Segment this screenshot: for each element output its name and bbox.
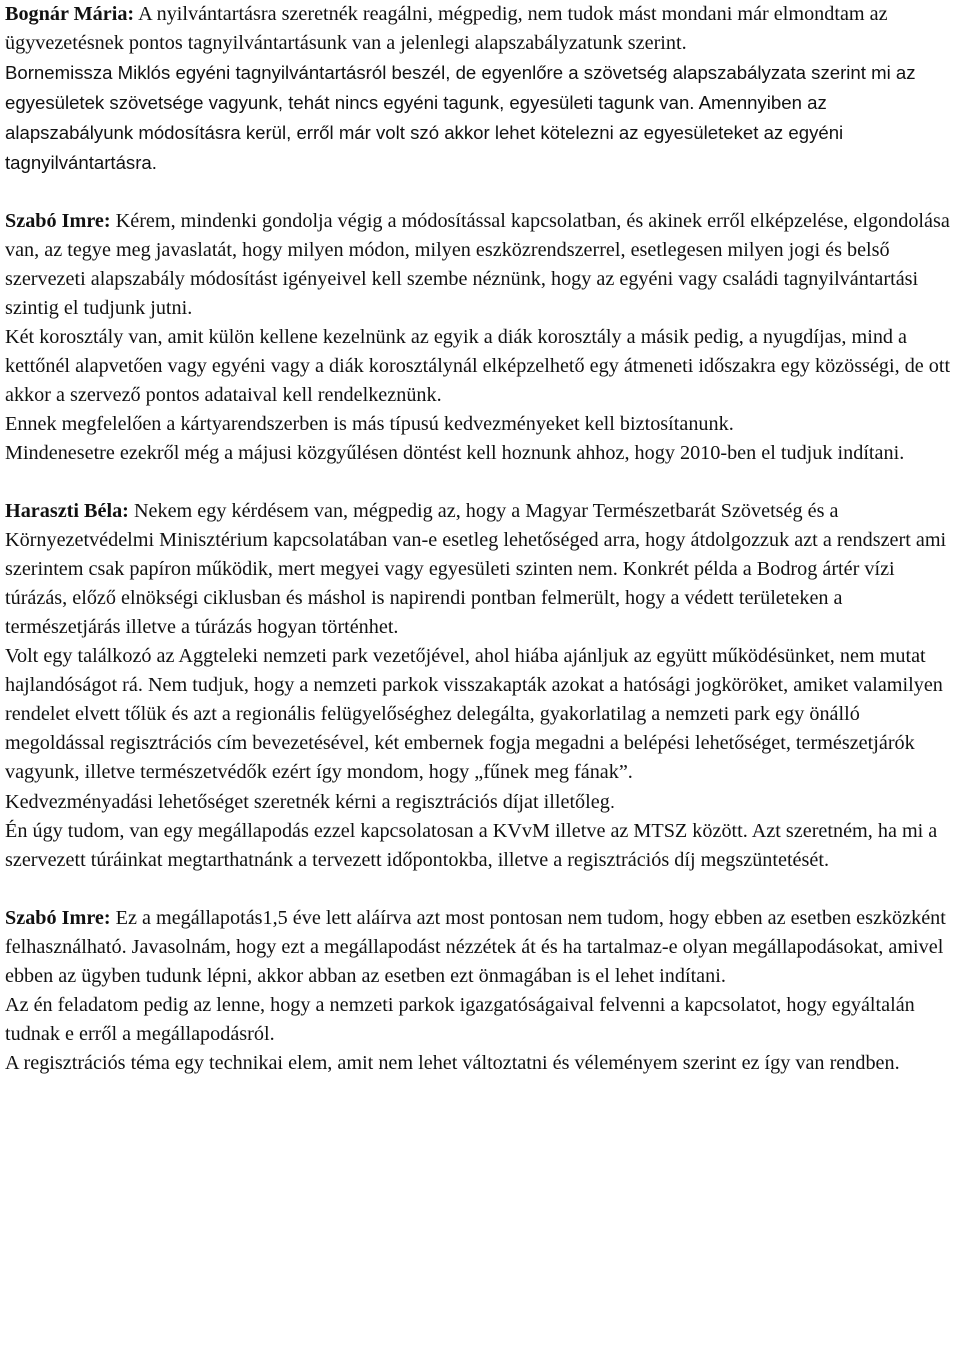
paragraph [5, 991, 957, 1049]
paragraph [5, 439, 957, 468]
text-run: Kedvezményadási lehetőséget szeretnék kérni a regisztrációs díjat illetőleg [5, 791, 610, 813]
text-run: Ez a megállapotás1,5 éve lett aláírva azt most pontosan nem tudom, hogy ebben az esetben eszközként felhasználható. Javasolnám, hogy ezt a megállapodást nézzétek át és ha tartalmaz-e olyan megállapodásokat, amivel ebben az ügyben tudunk lépni, akkor abban az esetben ezt önmagában is el lehet indítani. [5, 907, 946, 987]
text-run: Nekem egy kérdésem van, mégpedig az, hogy a Magyar Természetbarát Szövetség és a Környezetvédelmi Minisztérium kapcsolatában van-e esetleg lehetőséged arra, hogy átdolgozzuk azt a rendszert ami szerintem csak papíron működik, mert megyei vagy egyesületi szinten nem. Konkrét példa a Bodrog ártér vízi túrázás, előző elnökségi ciklusban és máshol is napirendi pontban felmerült, hogy a védett területeken a természetjárás illetve a túrázás hogyan történhet. [5, 500, 947, 638]
text-run: Én úgy tudom, van egy megállapodás ezzel kapcsolatosan a KVvM illetve az MTSZ között. Azt szeretném, ha mi a szervezett túráinkat megtarthatnánk a tervezett időpontokba, illetve a regisztrációs díj megszüntetését. [5, 820, 938, 871]
paragraph [5, 410, 957, 439]
paragraph [5, 904, 957, 991]
text-run: Az én feladatom pedig az lenne, hogy a nemzeti parkok igazgatóságaival felvenni a kapcsolatot, hogy egyáltalán tudnak e erről a megállapodásról. [5, 994, 915, 1045]
paragraph [5, 207, 957, 323]
paragraph [5, 58, 957, 178]
paragraph [5, 0, 957, 58]
speaker-name: Szabó Imre: [5, 210, 111, 232]
paragraph [5, 1049, 957, 1078]
text-run: Ennek megfelelően a kártyarendszerben is más típusú kedvezményeket kell biztosítanunk. [5, 413, 734, 435]
text-run: Bornemissza Miklós egyéni tagnyilvántartásról beszél, de egyenlőre a szövetség alapszabályzata szerint mi az egyesületek szövetsége vagyunk, tehát nincs egyéni tagunk, egyesületi tagunk van. Amennyiben az alapszabályunk módosításra kerül, erről már volt szó akkor lehet kötelezni az egyesületeket az egyéni tagnyilvántartásra. [5, 62, 916, 173]
paragraph [5, 642, 957, 787]
text-run: A regisztrációs téma egy technikai elem, amit nem lehet változtatni és véleményem szerint ez így van rendben. [5, 1052, 900, 1074]
text-run: A nyilvántartásra szeretnék reagálni, mégpedig, nem tudok mást mondani már elmondtam az ügyvezetésnek pontos tagnyilvántartásunk van a jelenlegi alapszabályzatunk szerint. [5, 3, 888, 54]
paragraph [5, 323, 957, 410]
text-run: Volt egy találkozó az Aggteleki nemzeti park vezetőjével, ahol hiába ajánljuk az együtt működésünket, nem mutat hajlandóságot rá. Nem tudjuk, hogy a nemzeti parkok visszakapták azokat a hatósági jogköröket, amiket valamilyen rendelet elvett tőlük és azt a regionális felügyelőséghez delegálta, gyakorlatilag a nemzeti park egy önálló megoldással regisztrációs cím bevezetésével, két embernek fogja megadni a belépési lehetőséget, természetjárók vagyunk, illetve természetvédők ezért így mondom, hogy „fűnek meg fának”. [5, 645, 943, 783]
speaker-name: Bognár Mária: [5, 3, 135, 25]
speaker-section [5, 904, 957, 1078]
speaker-name: Haraszti Béla: [5, 500, 129, 522]
text-run: Mindenesetre ezekről még a májusi közgyűlésen döntést kell hoznunk ahhoz, hogy 2010-ben el tudjuk indítani. [5, 442, 905, 464]
paragraph [5, 787, 957, 817]
paragraph [5, 817, 957, 875]
text-run: Kérem, mindenki gondolja végig a módosítással kapcsolatban, és akinek erről elképzelése, elgondolása van, az tegye meg javaslatát, hogy milyen módon, milyen eszközrendszerrel, esetlegesen milyen jogi és belső szervezeti alapszabály módosítást igényeivel kell szembe néznünk, hogy az egyéni vagy családi tagnyilvántartási szintig el tudjunk jutni. [5, 210, 950, 319]
speaker-section [5, 497, 957, 875]
document-page [5, 0, 957, 1078]
paragraph [5, 497, 957, 642]
speaker-section [5, 0, 957, 178]
speaker-section [5, 207, 957, 468]
speaker-name: Szabó Imre: [5, 907, 111, 929]
text-run: . [609, 791, 615, 812]
text-run: Két korosztály van, amit külön kellene kezelnünk az egyik a diák korosztály a másik pedig, a nyugdíjas, mind a kettőnél alapvetően vagy egyéni vagy a diák korosztálynál elképzelhető egy átmeneti időszakra egy közösségi, de ott akkor a szervező pontos adataival kell rendelkeznünk. [5, 326, 951, 406]
